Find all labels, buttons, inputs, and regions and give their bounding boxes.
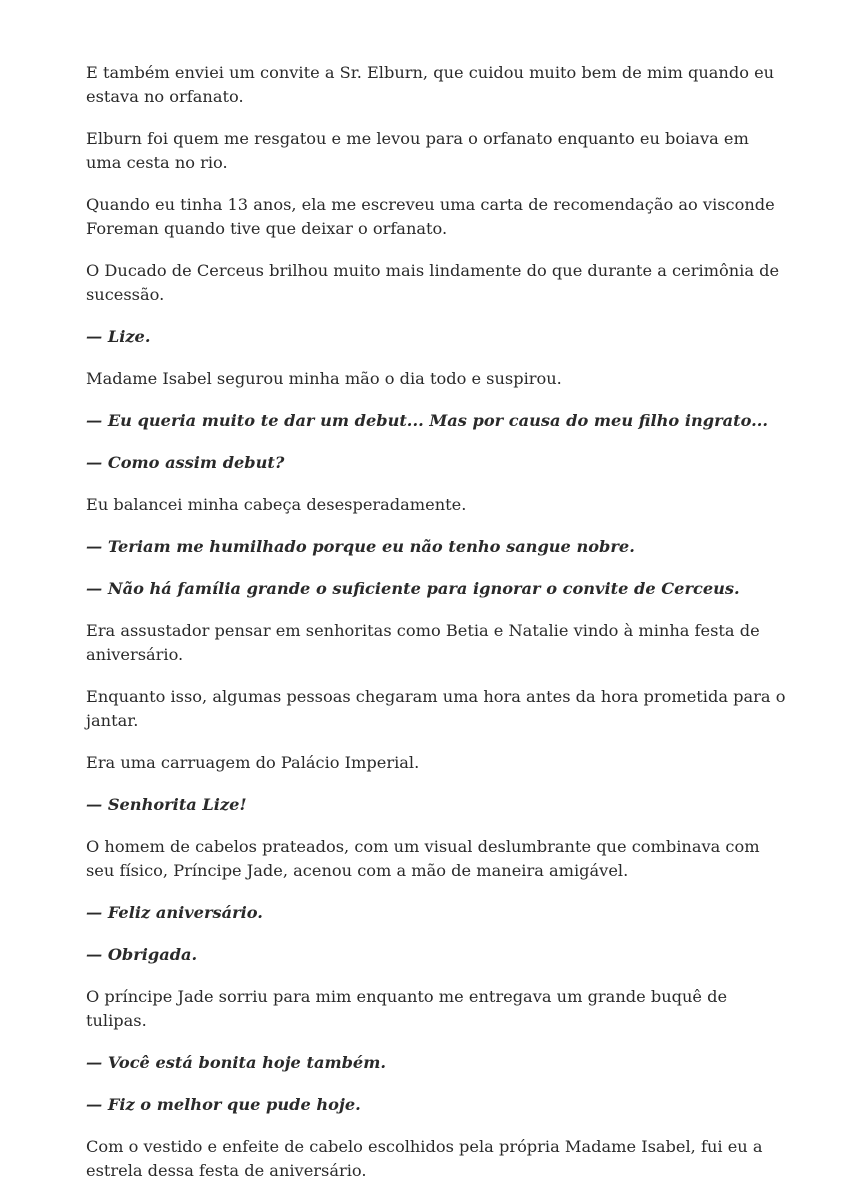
- dialogue-line: — Fiz o melhor que pude hoje.: [86, 1095, 361, 1114]
- paragraph: Madame Isabel segurou minha mão o dia todo e suspirou.: [86, 369, 562, 388]
- paragraph: O Ducado de Cerceus brilhou muito mais lindamente do que durante a cerimônia de sucessão.: [86, 261, 780, 304]
- paragraph: Quando eu tinha 13 anos, ela me escreveu uma carta de recomendação ao visconde Foreman quando tive que deixar o orfanato.: [86, 195, 775, 238]
- paragraph: Com o vestido e enfeite de cabelo escolhidos pela própria Madame Isabel, fui eu a estrela dessa festa de aniversário.: [86, 1137, 763, 1180]
- dialogue-line: — Feliz aniversário.: [86, 903, 263, 922]
- paragraph: O homem de cabelos prateados, com um visual deslumbrante que combinava com seu físico, Príncipe Jade, acenou com a mão de maneira amigável.: [86, 837, 760, 880]
- paragraph: Elburn foi quem me resgatou e me levou para o orfanato enquanto eu boiava em uma cesta no rio.: [86, 129, 749, 172]
- dialogue-line: — Lize.: [86, 327, 151, 346]
- paragraph: Eu balancei minha cabeça desesperadamente.: [86, 495, 467, 514]
- dialogue-line: — Eu queria muito te dar um debut... Mas por causa do meu filho ingrato...: [86, 411, 768, 430]
- document-page: [86, 61, 786, 1201]
- paragraph: Era assustador pensar em senhoritas como Betia e Natalie vindo à minha festa de aniversário.: [86, 621, 760, 664]
- paragraph: O príncipe Jade sorriu para mim enquanto me entregava um grande buquê de tulipas.: [86, 987, 728, 1030]
- paragraph: Enquanto isso, algumas pessoas chegaram uma hora antes da hora prometida para o jantar.: [86, 687, 786, 730]
- dialogue-line: — Obrigada.: [86, 945, 198, 964]
- dialogue-line: — Teriam me humilhado porque eu não tenho sangue nobre.: [86, 537, 635, 556]
- dialogue-line: — Senhorita Lize!: [86, 795, 247, 814]
- paragraph: Era uma carruagem do Palácio Imperial.: [86, 753, 420, 772]
- dialogue-line: — Como assim debut?: [86, 453, 285, 472]
- paragraph: E também enviei um convite a Sr. Elburn, que cuidou muito bem de mim quando eu estava no orfanato.: [86, 63, 775, 106]
- dialogue-line: — Não há família grande o suficiente para ignorar o convite de Cerceus.: [86, 579, 740, 598]
- dialogue-line: — Você está bonita hoje também.: [86, 1053, 386, 1072]
